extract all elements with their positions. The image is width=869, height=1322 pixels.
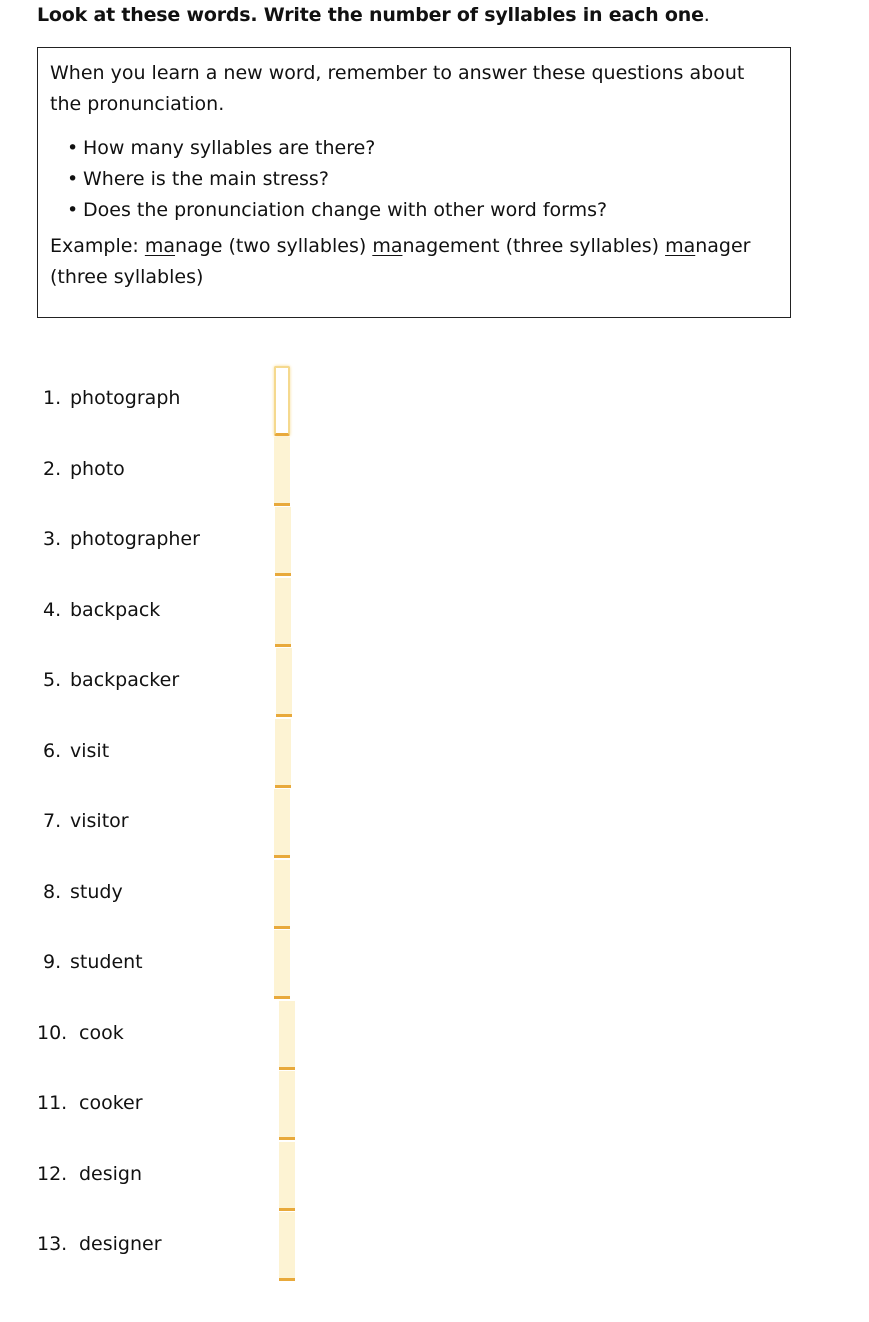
- item-number: 8.: [43, 881, 62, 903]
- stressed-syllable: ma: [665, 235, 696, 257]
- tip-question: • Where is the main stress?: [67, 164, 607, 195]
- item-number: 7.: [43, 810, 62, 832]
- answer-input-4[interactable]: [275, 578, 291, 647]
- answer-input-2[interactable]: [274, 437, 290, 506]
- answer-input-8[interactable]: [274, 860, 290, 929]
- tip-question: • Does the pronunciation change with other word forms?: [67, 195, 607, 226]
- stressed-syllable: ma: [144, 235, 176, 257]
- item-word: design: [79, 1163, 143, 1185]
- answer-input-6[interactable]: [275, 719, 291, 788]
- answer-input-13[interactable]: [279, 1212, 295, 1281]
- item-number: 1.: [43, 387, 62, 409]
- item-number: 9.: [43, 951, 62, 973]
- pronunciation-tip-box: [37, 47, 791, 318]
- item-number: 2.: [43, 458, 62, 480]
- item-word: visitor: [70, 810, 129, 832]
- item-number: 10.: [37, 1022, 68, 1044]
- item-word: photographer: [70, 528, 200, 550]
- answer-input-5[interactable]: [276, 648, 292, 717]
- instruction-end: .: [703, 4, 710, 26]
- answer-input-10[interactable]: [279, 1001, 295, 1070]
- item-number: 3.: [43, 528, 62, 550]
- item-word: cooker: [79, 1092, 143, 1114]
- answer-input-9[interactable]: [274, 930, 290, 999]
- item-word: visit: [70, 740, 110, 762]
- item-number: 11.: [37, 1092, 68, 1114]
- bullet-icon: •: [67, 137, 79, 159]
- tip-intro: When you learn a new word, remember to answer these questions about the pronunciation.: [50, 62, 745, 115]
- item-word: study: [70, 881, 123, 903]
- tip-example: Example: manage (two syllables) management (three syllables) manager (three syllables): [50, 235, 751, 288]
- instruction-text: Look at these words. Write the number of syllables in each one: [37, 4, 704, 26]
- item-number: 12.: [37, 1163, 68, 1185]
- item-number: 13.: [37, 1233, 68, 1255]
- answer-input-12[interactable]: [279, 1142, 295, 1211]
- item-word: student: [70, 951, 143, 973]
- item-word: photo: [70, 458, 125, 480]
- answer-input-11[interactable]: [279, 1071, 295, 1140]
- item-word: photograph: [70, 387, 181, 409]
- item-number: 4.: [43, 599, 62, 621]
- answer-input-1[interactable]: [274, 366, 290, 436]
- answer-input-7[interactable]: [274, 789, 290, 858]
- item-word: backpacker: [70, 669, 180, 691]
- answer-input-3[interactable]: [275, 507, 291, 576]
- example-label: Example:: [50, 235, 145, 257]
- item-number: 5.: [43, 669, 62, 691]
- stressed-syllable: ma: [372, 235, 403, 257]
- bullet-icon: •: [67, 199, 79, 221]
- tip-question: • How many syllables are there?: [67, 133, 607, 164]
- bullet-icon: •: [67, 168, 79, 190]
- exercise-instruction: [37, 4, 710, 26]
- item-number: 6.: [43, 740, 62, 762]
- tip-questions: [67, 133, 607, 226]
- item-word: designer: [79, 1233, 162, 1255]
- item-word: backpack: [70, 599, 161, 621]
- item-word: cook: [79, 1022, 124, 1044]
